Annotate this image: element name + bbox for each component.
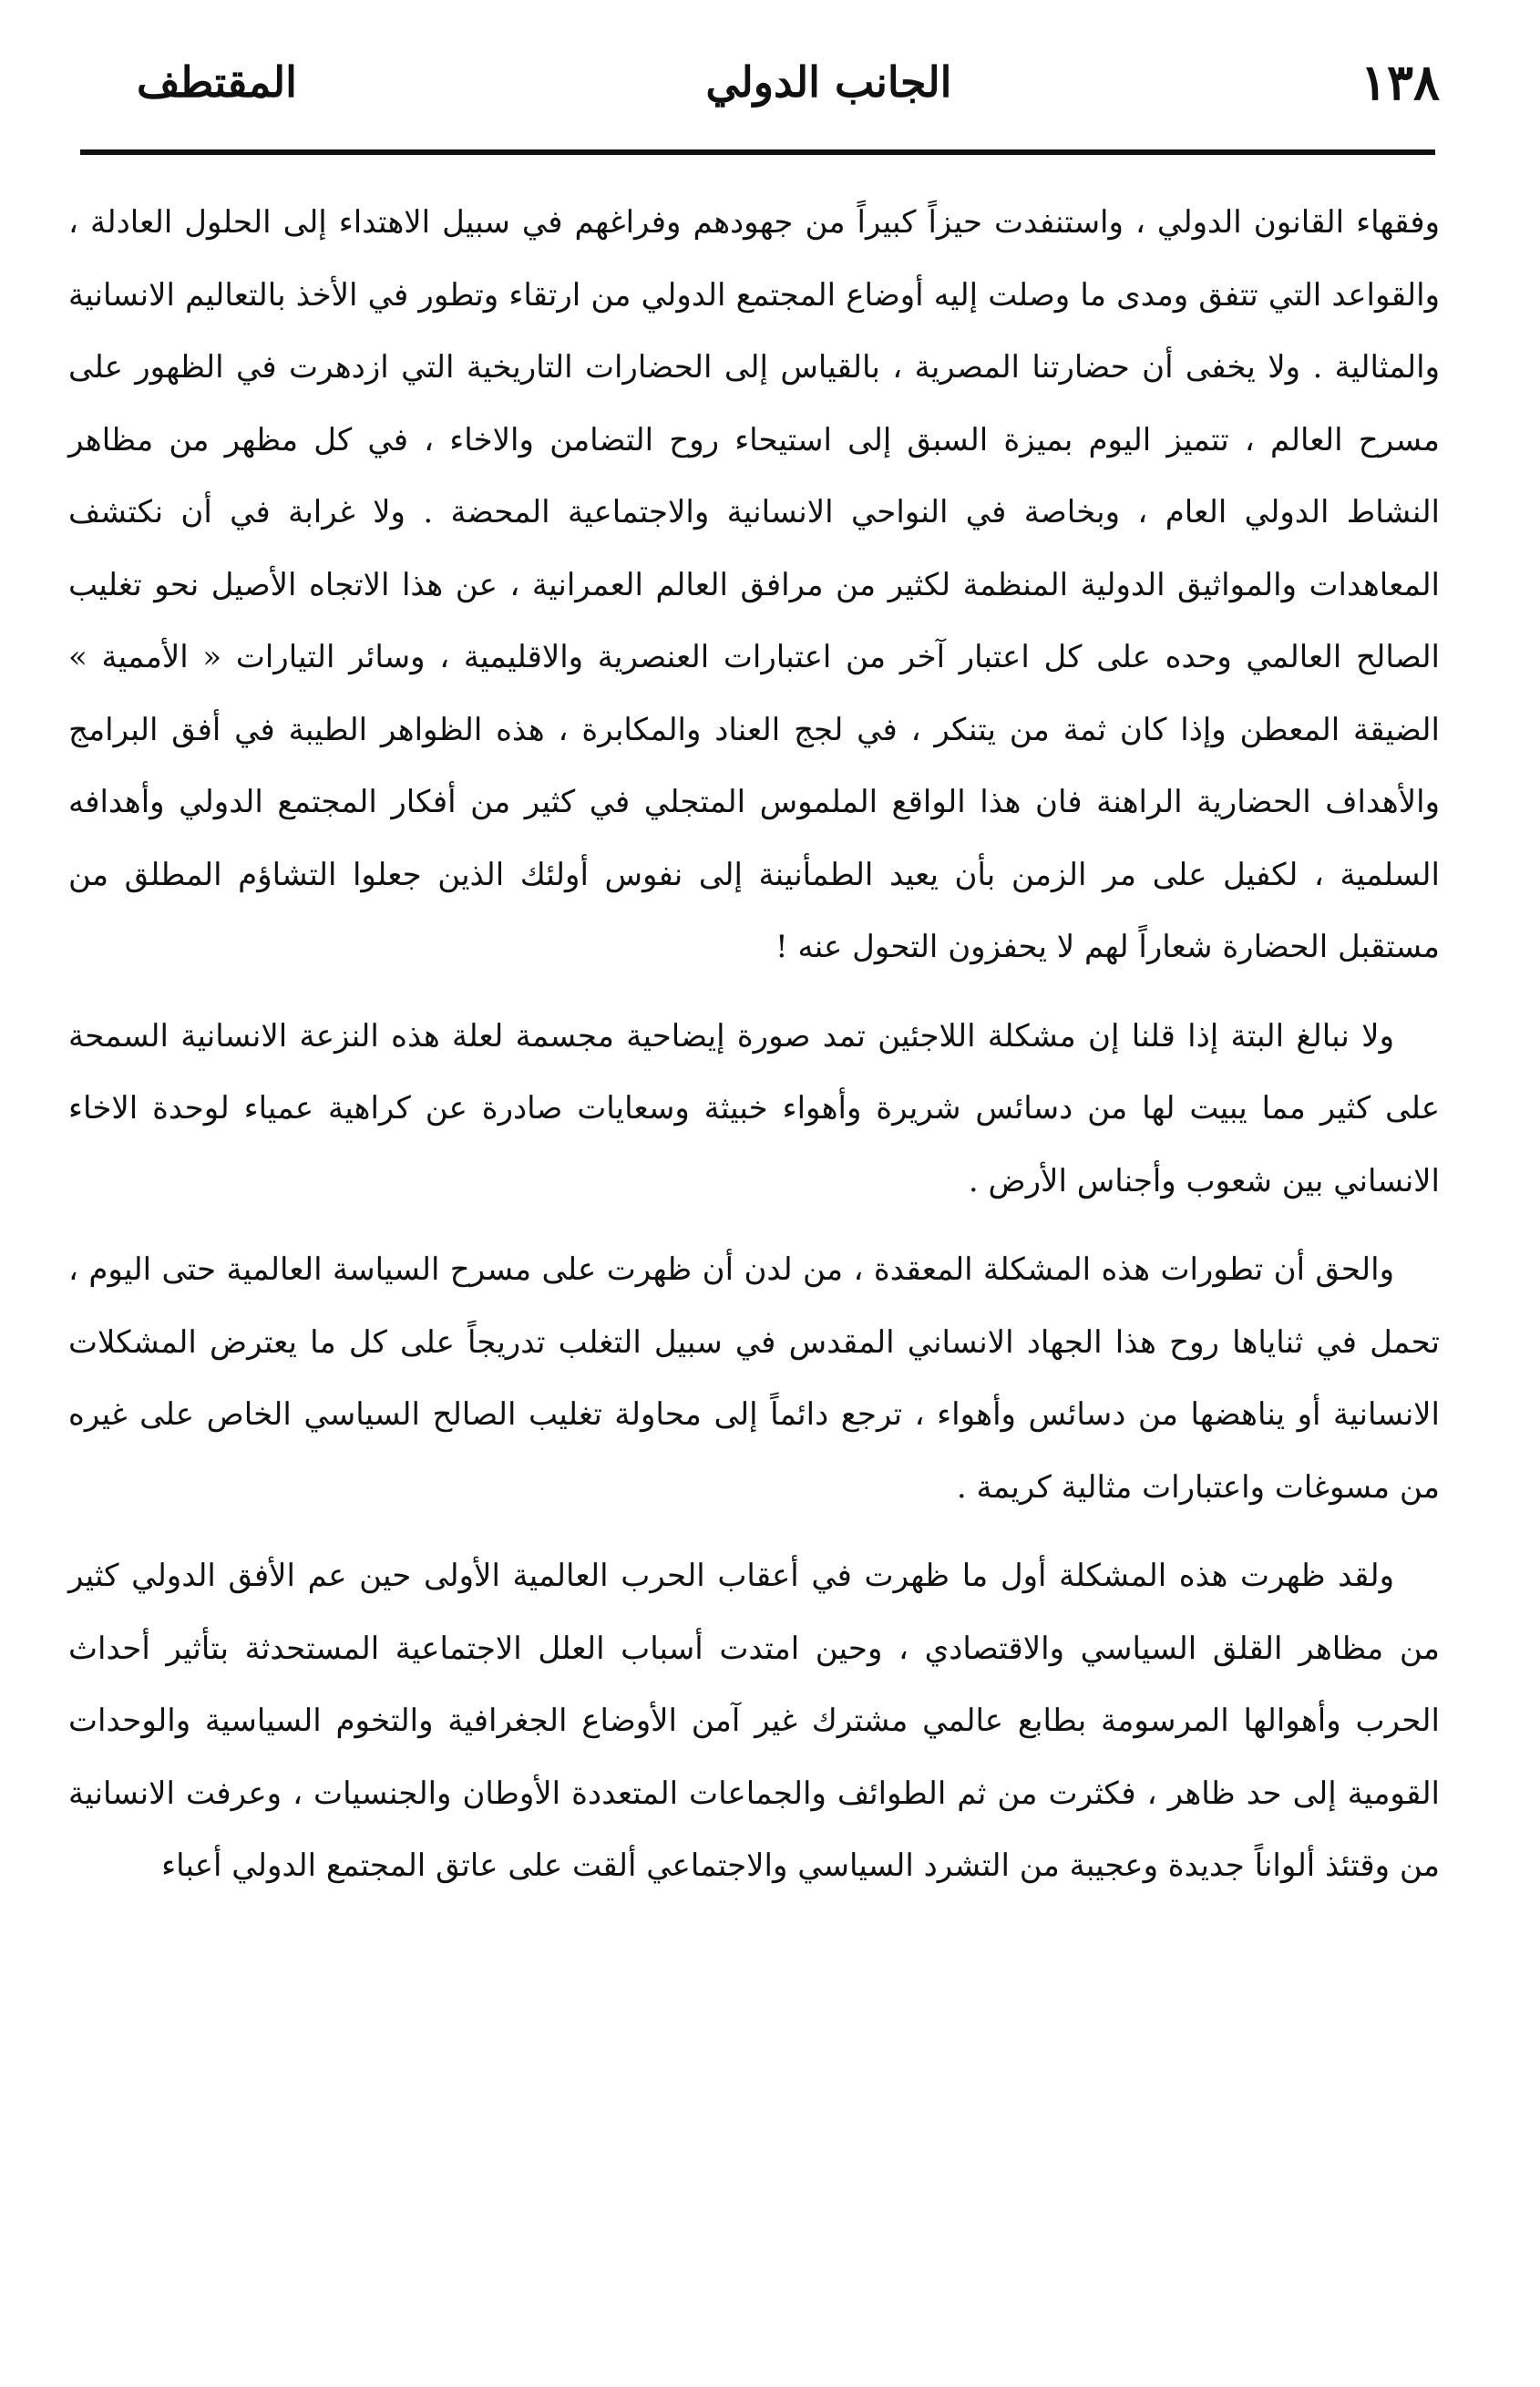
section-title: الجانب الدولي bbox=[705, 57, 952, 107]
paragraph-4: ولقد ظهرت هذه المشكلة أول ما ظهرت في أعقاب الحرب العالمية الأولى حين عم الأفق الدولي كثير من مظاهر القلق السياسي والاقتصادي ، وحين امتدت أسباب العلل الاجتماعية المستحدثة بتأثير أحداث الحرب وأهوالها المرسومة بطابع عالمي مشترك غير آمن الأوضاع الجغرافية والتخوم السياسية والوحدات القومية إلى حد ظاهر ، فكثرت من ثم الطوائف والجماعات المتعددة الأوطان والجنسيات ، وعرفت الانسانية من وقتئذ ألواناً جديدة وعجيبة من التشرد السياسي والاجتماعي ألقت على عاتق المجتمع الدولي أعباء bbox=[68, 1558, 1440, 1884]
page-number: ١٣٨ bbox=[1360, 53, 1440, 111]
header-rule bbox=[80, 149, 1435, 155]
paragraph-1: وفقهاء القانون الدولي ، واستنفدت حيزاً كبيراً من جهودهم وفراغهم في سبيل الاهتداء إلى الحلول العادلة ، والقواعد التي تتفق ومدى ما وصلت إليه أوضاع المجتمع الدولي من ارتقاء وتطور في الأخذ بالتعاليم الانسانية والمثالية . ولا يخفى أن حضارتنا المصرية ، بالقياس إلى الحضارات التاريخية التي ازدهرت في الظهور على مسرح العالم ، تتميز اليوم بميزة السبق إلى استيحاء روح التضامن والاخاء ، في كل مظهر من مظاهر النشاط الدولي العام ، وبخاصة في النواحي الانسانية والاجتماعية المحضة . ولا غرابة في أن نكتشف المعاهدات والمواثيق الدولية المنظمة لكثير من مرافق العالم العمرانية ، عن هذا الاتجاه الأصيل نحو تغليب الصالح العالمي وحده على كل اعتبار آخر من اعتبارات العنصرية والاقليمية ، وسائر التيارات « الأممية » الضيقة المعطن وإذا كان ثمة من يتنكر ، في لجج العناد والمكابرة ، هذه الظواهر الطيبة في أفق البرامج والأهداف الحضارية الراهنة فان هذا الواقع الملموس المتجلي في كثير من أفكار المجتمع الدولي وأهدافه السلمية ، لكفيل على مر الزمن بأن يعيد الطمأنينة إلى نفوس أولئك الذين جعلوا التشاؤم المطلق من مستقبل الحضارة شعاراً لهم لا يحفزون التحول عنه ! bbox=[68, 204, 1440, 965]
journal-name: المقتطف bbox=[137, 57, 297, 107]
paragraph-3: والحق أن تطورات هذه المشكلة المعقدة ، من لدن أن ظهرت على مسرح السياسة العالمية حتى اليوم ، تحمل في ثناياها روح هذا الجهاد الانساني المقدس في سبيل التغلب تدريجاً على كل ما يعترض المشكلات الانسانية أو يناهضها من دسائس وأهواء ، ترجع دائماً إلى محاولة تغليب الصالح السياسي الخاص على غيره من مسوغات واعتبارات مثالية كريمة . bbox=[68, 1251, 1440, 1506]
paragraph-2: ولا نبالغ البتة إذا قلنا إن مشكلة اللاجئين تمد صورة إيضاحية مجسمة لعلة هذه النزعة الانسانية السمحة على كثير مما يبيت لها من دسائس شريرة وأهواء خبيثة وسعايات صادرة عن كراهية عمياء لوحدة الاخاء الانساني بين شعوب وأجناس الأرض . bbox=[68, 1017, 1440, 1199]
article-body bbox=[68, 187, 1440, 1903]
page-header bbox=[137, 46, 1440, 118]
